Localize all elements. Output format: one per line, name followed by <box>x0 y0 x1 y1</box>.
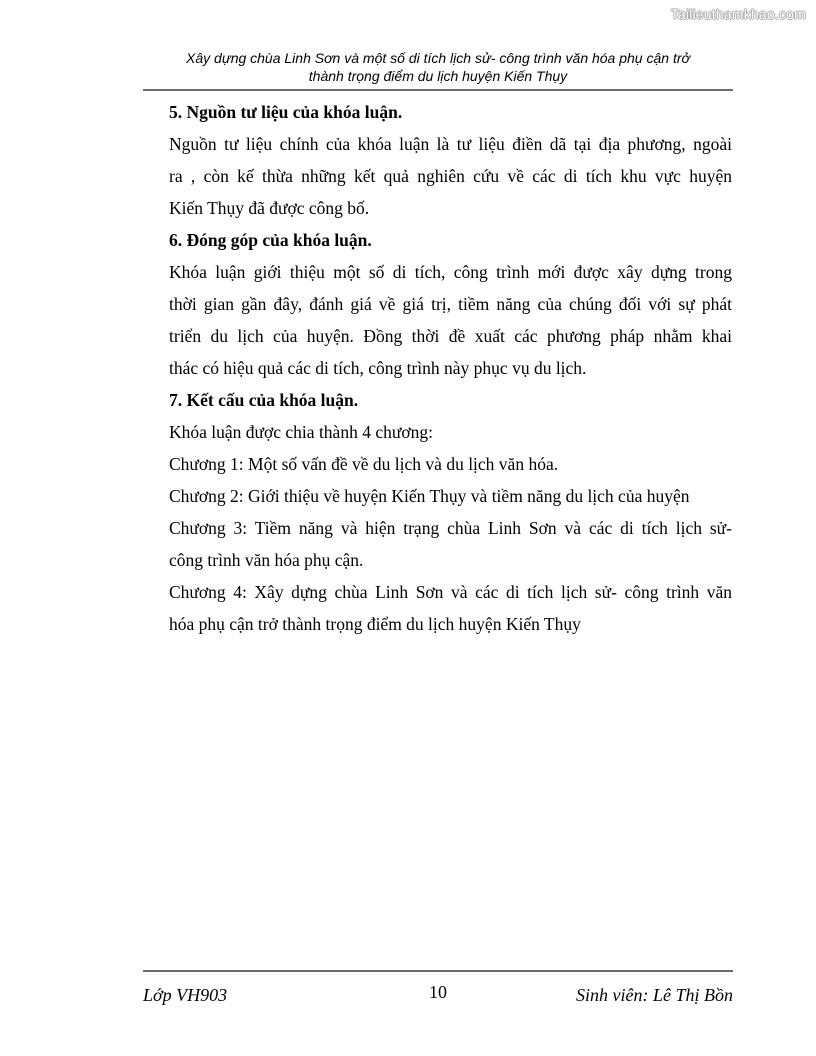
section-heading-5: 5. Nguồn tư liệu của khóa luận. <box>169 102 403 122</box>
chapter-line-3: Chương 3: Tiềm năng và hiện trạng chùa Linh Sơn và các di tích lịch sử- <box>169 518 732 538</box>
chapter-line-1: Chương 1: Một số vấn đề về du lịch và du lịch văn hóa. <box>169 454 559 474</box>
paragraph-line: ra , còn kế thừa những kết quả nghiên cứu về các di tích khu vực huyện <box>169 166 732 186</box>
header-line-1: Xây dựng chùa Linh Sơn và một số di tích lịch sử- công trình văn hóa phụ cận trở <box>186 50 690 66</box>
paragraph-line: Nguồn tư liệu chính của khóa luận là tư liệu điền dã tại địa phương, ngoài <box>169 134 732 154</box>
running-header <box>143 49 733 85</box>
paragraph-line: triển du lịch của huyện. Đồng thời đề xuất các phương pháp nhằm khai <box>169 326 732 346</box>
watermark: Tailieuthamkhao.com <box>670 6 806 22</box>
header-line-2: thành trọng điểm du lịch huyện Kiến Thụy <box>308 68 568 84</box>
chapter-line-3-cont: công trình văn hóa phụ cận. <box>169 550 364 570</box>
paragraph-line: thời gian gần đây, đánh giá về giá trị, tiềm năng của chúng đối với sự phát <box>169 294 732 314</box>
chapter-line-4: Chương 4: Xây dựng chùa Linh Sơn và các di tích lịch sử- công trình văn <box>169 582 732 602</box>
footer-student-name: Sinh viên: Lê Thị Bồn <box>576 985 733 1005</box>
chapter-line-4-cont: hóa phụ cận trở thành trọng điểm du lịch huyện Kiến Thụy <box>169 614 581 634</box>
chapter-line-2: Chương 2: Giới thiệu về huyện Kiến Thụy và tiềm năng du lịch của huyện <box>169 486 690 506</box>
section-heading-6: 6. Đóng góp của khóa luận. <box>169 230 372 250</box>
paragraph-line: thác có hiệu quả các di tích, công trình này phục vụ du lịch. <box>169 358 587 378</box>
footer-divider <box>143 970 733 972</box>
document-body <box>169 96 732 640</box>
paragraph-line: Khóa luận giới thiệu một số di tích, công trình mới được xây dựng trong <box>169 262 732 282</box>
header-divider <box>143 89 733 91</box>
footer-class-label: Lớp VH903 <box>143 985 228 1005</box>
paragraph-line: Kiến Thụy đã được công bố. <box>169 198 370 218</box>
section-heading-7: 7. Kết cấu của khóa luận. <box>169 390 359 410</box>
paragraph-line: Khóa luận được chia thành 4 chương: <box>169 422 433 442</box>
page-number: 10 <box>429 982 447 1002</box>
